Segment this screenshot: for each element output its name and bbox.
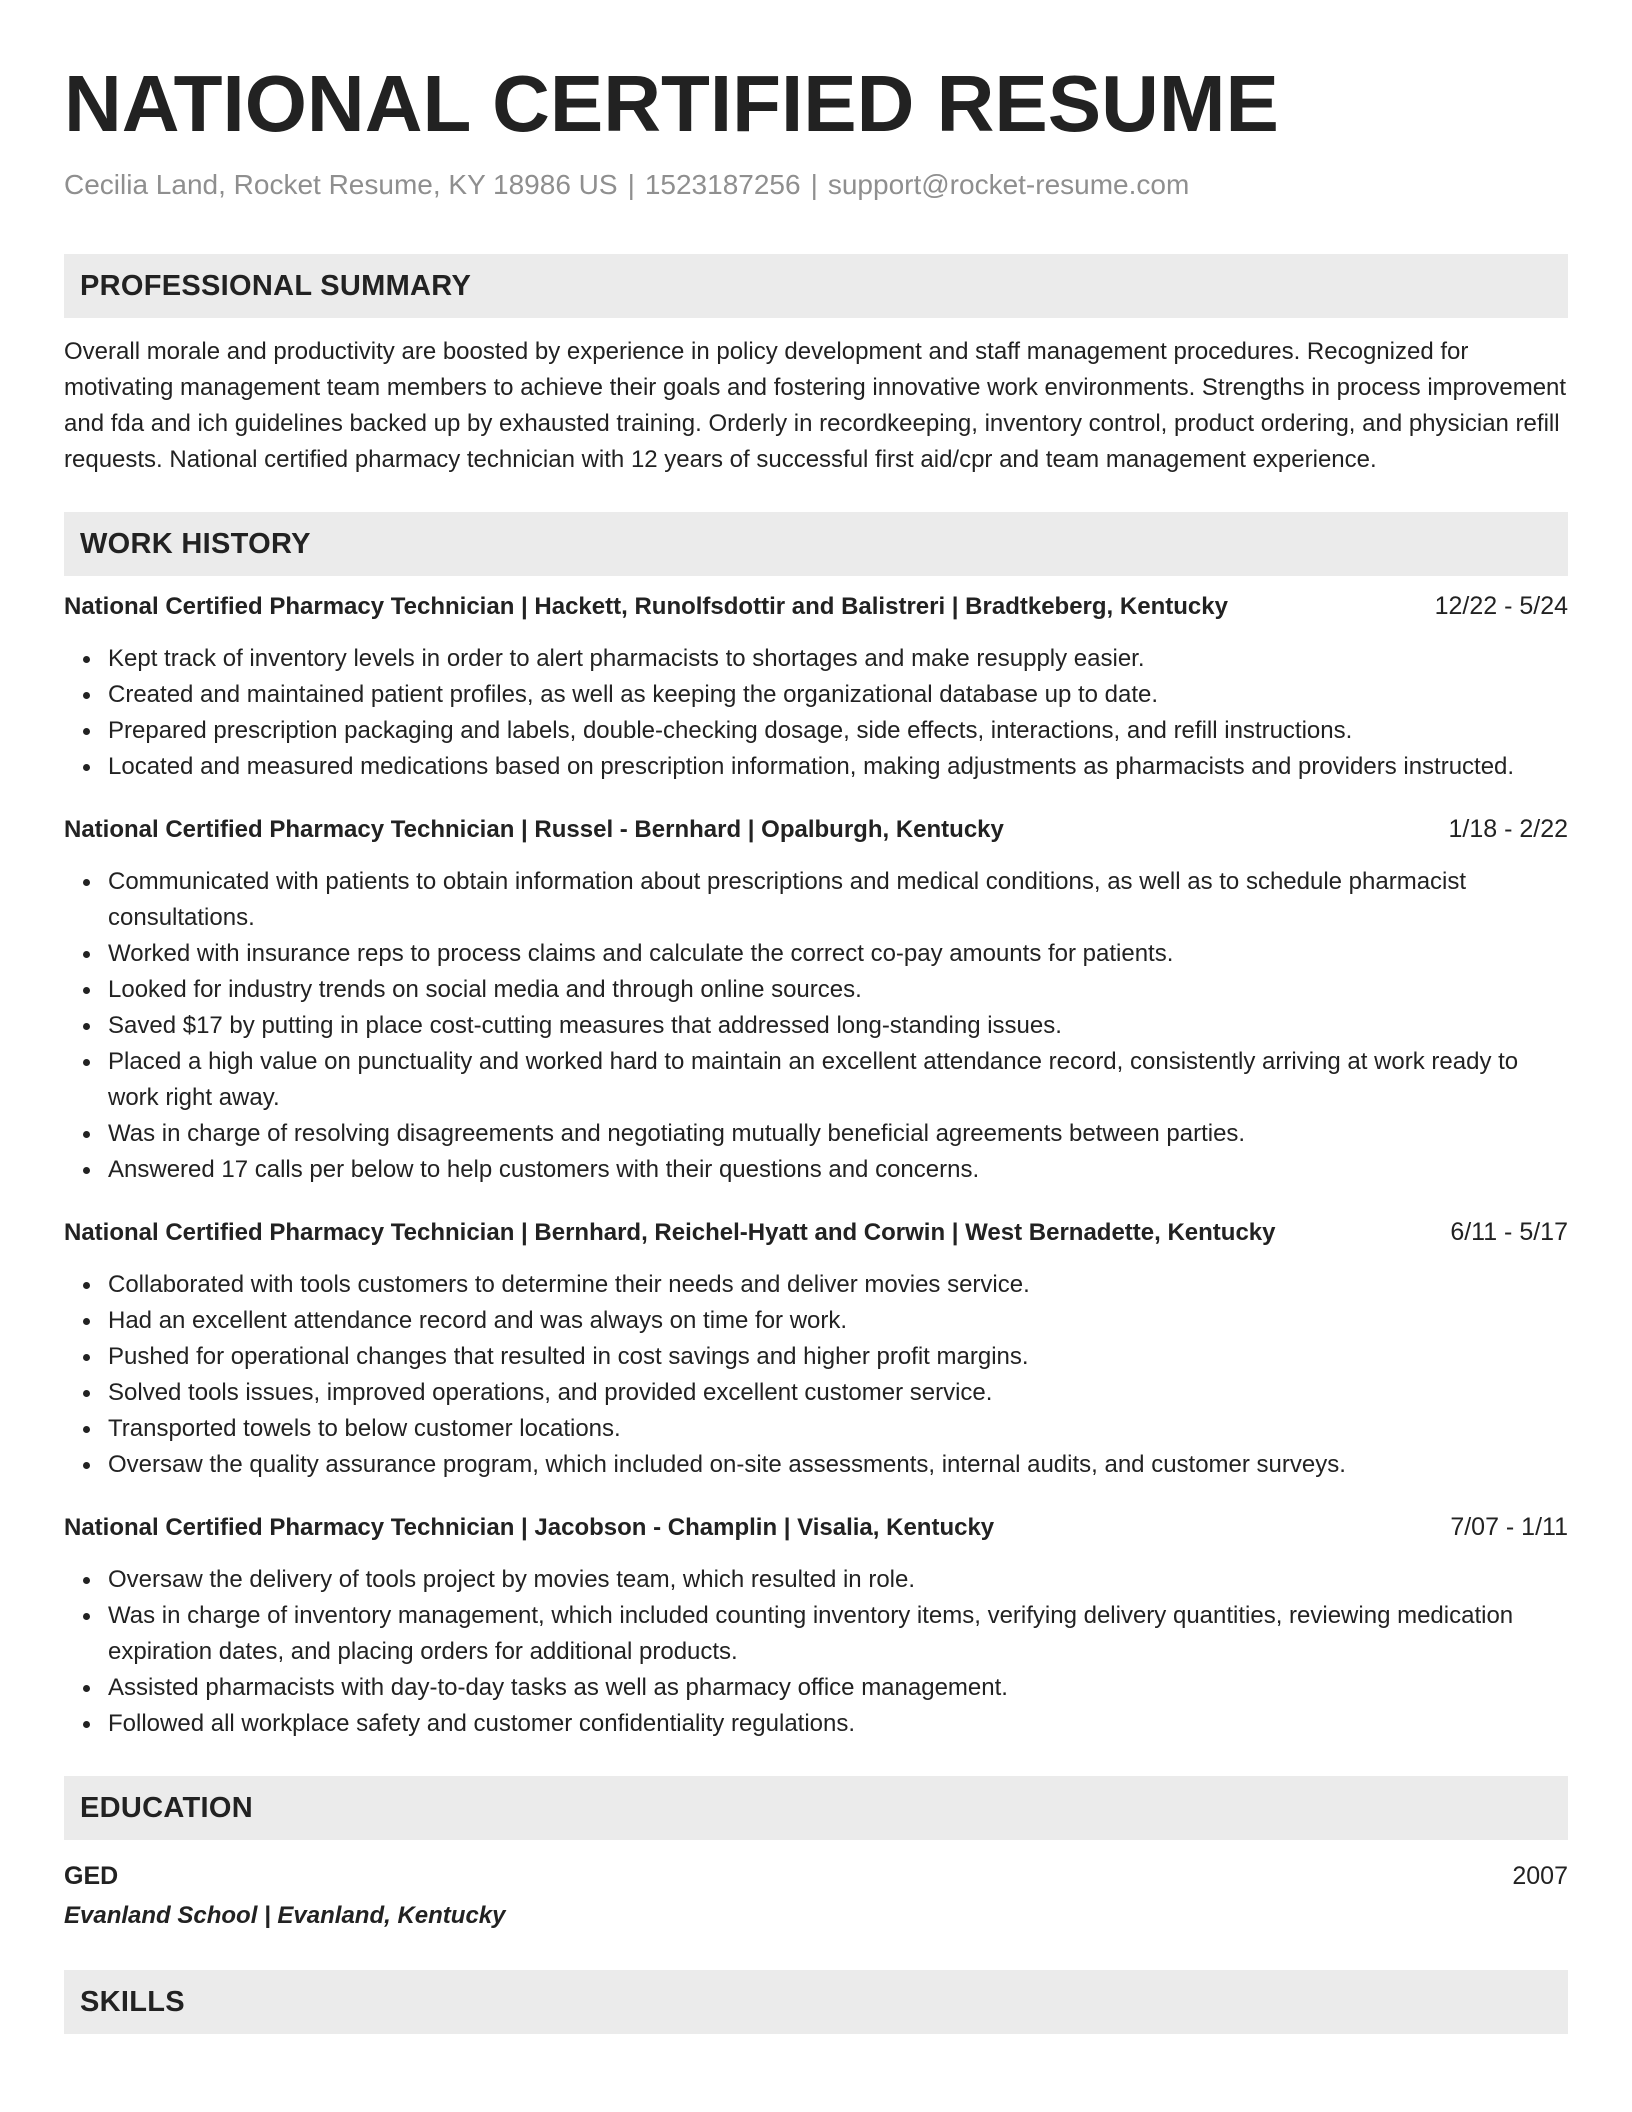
job-bullets (64, 1267, 1568, 1483)
section-heading-skills: SKILLS (64, 1970, 1568, 2034)
job-bullet: Solved tools issues, improved operations, and provided excellent customer service. (108, 1375, 1568, 1411)
job-bullet: Transported towels to below customer locations. (108, 1411, 1568, 1447)
job-bullet: Followed all workplace safety and customer confidentiality regulations. (108, 1706, 1568, 1742)
job-bullet: Created and maintained patient profiles, as well as keeping the organizational database up to date. (108, 677, 1568, 713)
job-bullets (64, 1562, 1568, 1742)
job-bullet: Located and measured medications based on prescription information, making adjustments as pharmacists and providers instructed. (108, 749, 1568, 785)
contact-phone: 1523187256 (644, 169, 801, 200)
job-title: National Certified Pharmacy Technician | Hackett, Runolfsdottir and Balistreri | Bradtkeberg, Kentucky (64, 593, 1228, 620)
job-dates: 6/11 - 5/17 (1450, 1218, 1568, 1246)
job-bullet: Was in charge of inventory management, which included counting inventory items, verifying delivery quantities, reviewing medication expiration dates, and placing orders for additional products. (108, 1598, 1568, 1670)
education-year: 2007 (1512, 1862, 1568, 1890)
job-bullet: Prepared prescription packaging and labels, double-checking dosage, side effects, interactions, and refill instructions. (108, 713, 1568, 749)
resume-page (64, 0, 1568, 2034)
job-header (64, 1509, 1568, 1546)
section-heading-summary: PROFESSIONAL SUMMARY (64, 254, 1568, 318)
job-title: National Certified Pharmacy Technician | Jacobson - Champlin | Visalia, Kentucky (64, 1514, 995, 1541)
resume-title: NATIONAL CERTIFIED RESUME (64, 59, 1279, 148)
contact-separator: | (627, 169, 635, 200)
contact-email: support@rocket-resume.com (827, 169, 1190, 200)
job-dates: 1/18 - 2/22 (1448, 815, 1568, 843)
job-entry (64, 1509, 1568, 1742)
job-bullet: Was in charge of resolving disagreements and negotiating mutually beneficial agreements between parties. (108, 1116, 1568, 1152)
job-dates: 12/22 - 5/24 (1434, 592, 1568, 620)
job-bullets (64, 641, 1568, 785)
section-heading-education: EDUCATION (64, 1776, 1568, 1840)
job-entry (64, 1214, 1568, 1483)
contact-address: Cecilia Land, Rocket Resume, KY 18986 US (64, 169, 618, 200)
job-bullet: Looked for industry trends on social media and through online sources. (108, 972, 1568, 1008)
job-dates: 7/07 - 1/11 (1450, 1513, 1568, 1541)
section-heading-work-history: WORK HISTORY (64, 512, 1568, 576)
job-header (64, 1214, 1568, 1251)
job-bullet: Worked with insurance reps to process claims and calculate the correct co-pay amounts for patients. (108, 936, 1568, 972)
education-entry (64, 1858, 1568, 1934)
job-bullet: Oversaw the delivery of tools project by movies team, which resulted in role. (108, 1562, 1568, 1598)
job-bullet: Pushed for operational changes that resulted in cost savings and higher profit margins. (108, 1339, 1568, 1375)
job-bullet: Assisted pharmacists with day-to-day tasks as well as pharmacy office management. (108, 1670, 1568, 1706)
contact-line (64, 168, 1568, 202)
summary-text: Overall morale and productivity are boosted by experience in policy development and staff management procedures. Recognized for motivating management team members to achieve their goals and fostering innovative work environments. Strengths in process improvement and fda and ich guidelines backed up by exhausted training. Orderly in recordkeeping, inventory control, product ordering, and physician refill requests. National certified pharmacy technician with 12 years of successful first aid/cpr and team management experience. (64, 338, 1567, 473)
job-bullet: Oversaw the quality assurance program, which included on-site assessments, internal audits, and customer surveys. (108, 1447, 1568, 1483)
job-bullet: Kept track of inventory levels in order to alert pharmacists to shortages and make resupply easier. (108, 641, 1568, 677)
job-bullet: Communicated with patients to obtain information about prescriptions and medical conditions, as well as to schedule pharmacist consultations. (108, 864, 1568, 936)
education-school: Evanland School | Evanland, Kentucky (64, 1902, 506, 1929)
job-title: National Certified Pharmacy Technician | Russel - Bernhard | Opalburgh, Kentucky (64, 816, 1004, 843)
job-entry (64, 811, 1568, 1188)
education-degree: GED (64, 1862, 119, 1890)
job-header (64, 811, 1568, 848)
job-bullet: Placed a high value on punctuality and worked hard to maintain an excellent attendance record, consistently arriving at work ready to work right away. (108, 1044, 1568, 1116)
education-header (64, 1858, 1568, 1894)
job-title: National Certified Pharmacy Technician | Bernhard, Reichel-Hyatt and Corwin | West Bernadette, Kentucky (64, 1219, 1276, 1246)
contact-separator: | (810, 169, 818, 200)
job-bullet: Saved $17 by putting in place cost-cutting measures that addressed long-standing issues. (108, 1008, 1568, 1044)
job-bullet: Collaborated with tools customers to determine their needs and deliver movies service. (108, 1267, 1568, 1303)
job-bullets (64, 864, 1568, 1188)
job-bullet: Had an excellent attendance record and was always on time for work. (108, 1303, 1568, 1339)
job-entry (64, 588, 1568, 785)
job-bullet: Answered 17 calls per below to help customers with their questions and concerns. (108, 1152, 1568, 1188)
job-header (64, 588, 1568, 625)
